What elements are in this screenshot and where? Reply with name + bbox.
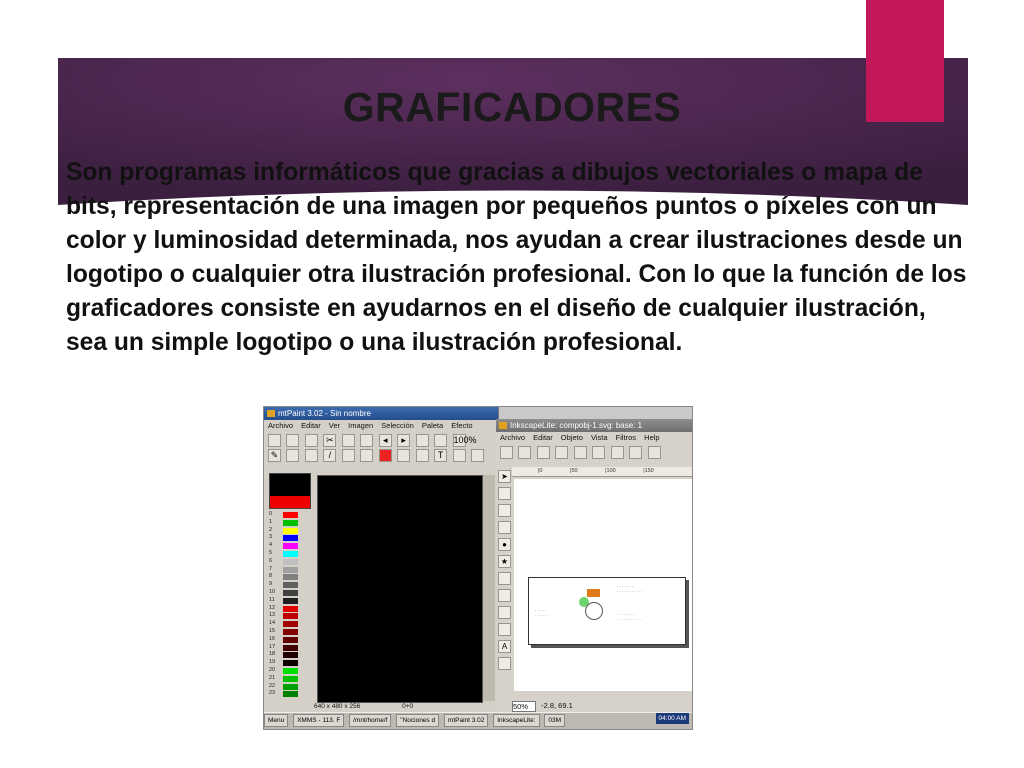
palette-color[interactable] — [283, 528, 298, 534]
mtpaint-window[interactable] — [264, 407, 499, 713]
palette-row[interactable] — [269, 597, 313, 605]
palette-index: 21 — [269, 674, 276, 681]
palette-index: 6 — [269, 557, 273, 564]
palette-index: 4 — [269, 542, 273, 549]
palette-index: 15 — [269, 627, 276, 634]
palette-index: 22 — [269, 682, 276, 689]
palette-index: 10 — [269, 588, 276, 595]
palette-color[interactable] — [283, 676, 298, 682]
node-tool-icon[interactable] — [498, 487, 511, 500]
palette-color[interactable] — [283, 668, 298, 674]
palette-row[interactable] — [269, 542, 313, 550]
menu-item[interactable]: Selección — [381, 421, 414, 430]
mtpaint-toolbar-2 — [264, 447, 498, 462]
secondary-color — [270, 496, 310, 508]
palette-index: 9 — [269, 581, 273, 588]
annotation-text: · · · · · · · · · · · — [535, 608, 549, 618]
rectangle-tool-icon[interactable] — [498, 521, 511, 534]
menu-item[interactable]: Filtros — [615, 433, 637, 442]
dropper-tool-icon[interactable] — [498, 657, 511, 670]
freehand-tool-icon[interactable] — [498, 589, 511, 602]
zoom-3-icon[interactable] — [648, 446, 661, 459]
palette-index: 23 — [269, 690, 276, 697]
shape-icon[interactable] — [453, 449, 466, 462]
gradient-icon[interactable] — [471, 449, 484, 462]
palette-color[interactable] — [283, 660, 298, 666]
zoom-field[interactable]: 50% — [512, 701, 536, 712]
app-icon — [267, 410, 275, 417]
taskbar-item[interactable]: /mnt/home/f — [349, 714, 391, 727]
palette-row[interactable] — [269, 683, 313, 691]
mtpaint-scrollbar[interactable] — [483, 475, 495, 701]
paste-icon[interactable] — [360, 434, 373, 447]
palette-row[interactable] — [269, 566, 313, 574]
loop-path[interactable] — [585, 602, 603, 620]
taskbar-item[interactable]: "Nociones d — [396, 714, 439, 727]
cut-icon[interactable]: ✂ — [323, 434, 336, 447]
palette-index: 1 — [269, 518, 273, 525]
taskbar-item[interactable]: 03M — [544, 714, 565, 727]
palette-index: 12 — [269, 604, 276, 611]
taskbar-item[interactable]: mtPaint 3.02 — [444, 714, 489, 727]
palette-index: 17 — [269, 643, 276, 650]
taskbar-menu-button[interactable]: Menu — [264, 714, 288, 727]
zoom-2-icon[interactable] — [629, 446, 642, 459]
inkscape-canvas[interactable] — [514, 479, 692, 691]
palette-color[interactable] — [283, 637, 298, 643]
taskbar — [264, 712, 692, 729]
palette-color[interactable] — [283, 535, 298, 541]
horizontal-ruler — [512, 467, 692, 477]
menu-item[interactable]: Imagen — [348, 421, 374, 430]
pencil-icon[interactable]: ✎ — [268, 449, 281, 462]
palette-index: 18 — [269, 651, 276, 658]
inkscape-titlebar[interactable] — [496, 419, 692, 432]
palette-color[interactable] — [283, 606, 298, 612]
palette-index: 20 — [269, 666, 276, 673]
inkscape-window[interactable] — [496, 419, 692, 713]
inkscape-toolbox — [496, 467, 512, 695]
brush-icon[interactable] — [342, 449, 355, 462]
palette-index: 3 — [269, 534, 273, 541]
palette-color[interactable] — [283, 652, 298, 658]
inkscape-title: InkscapeLite: compobj-1.svg: base: 1 — [510, 421, 643, 430]
menu-item[interactable]: Help — [644, 433, 660, 442]
selector-arrow-icon[interactable]: ➤ — [498, 470, 511, 483]
palette-color[interactable] — [283, 574, 298, 580]
menu-item[interactable]: Vista — [591, 433, 608, 442]
palette-index: 8 — [269, 573, 273, 580]
palette-row[interactable] — [269, 534, 313, 542]
palette-color[interactable] — [283, 543, 298, 549]
redo-icon[interactable]: ▸ — [397, 434, 410, 447]
inkscape-toolbar — [496, 444, 692, 459]
spiral-tool-icon[interactable] — [498, 572, 511, 585]
palette-row[interactable] — [269, 667, 313, 675]
screenshot-collage — [263, 406, 693, 730]
palette-color[interactable] — [283, 613, 298, 619]
palette-color[interactable] — [283, 684, 298, 690]
taskbar-item[interactable]: XMMS - 113. F — [293, 714, 344, 727]
palette-color[interactable] — [283, 582, 298, 588]
taskbar-clock: 04:00 AM — [656, 713, 689, 724]
palette-row[interactable] — [269, 620, 313, 628]
palette-index: 13 — [269, 612, 276, 619]
line-icon[interactable]: / — [323, 449, 336, 462]
app-icon — [499, 422, 507, 429]
menu-item[interactable]: Archivo — [500, 433, 526, 442]
menu-item[interactable]: Ver — [328, 421, 341, 430]
palette-row[interactable] — [269, 644, 313, 652]
palette-color[interactable] — [283, 691, 298, 697]
zoom-field[interactable]: 100% — [453, 435, 477, 445]
menu-item[interactable]: Efecto — [451, 421, 473, 430]
inkscape-menubar — [496, 432, 692, 444]
palette-row[interactable] — [269, 628, 313, 636]
palette-color[interactable] — [283, 512, 298, 518]
fill-icon[interactable] — [305, 449, 318, 462]
transform-icon[interactable] — [416, 434, 429, 447]
palette-row[interactable] — [269, 519, 313, 527]
lasso-icon[interactable] — [397, 449, 410, 462]
palette-color[interactable] — [283, 551, 298, 557]
ruler-mark: |150 — [643, 468, 654, 474]
palette-color[interactable] — [283, 645, 298, 651]
zoom-in-icon[interactable] — [500, 446, 513, 459]
mtpaint-menubar — [264, 420, 498, 432]
new-file-icon[interactable] — [268, 434, 281, 447]
ruler-mark: |100 — [605, 468, 616, 474]
cursor-coords: 0+0 — [402, 703, 414, 710]
palette-row[interactable] — [269, 605, 313, 613]
zoom-page-icon[interactable] — [555, 446, 568, 459]
bezier-tool-icon[interactable] — [498, 606, 511, 619]
palette-row[interactable] — [269, 589, 313, 597]
annotation-text: · · · · · · · · · · · · · · · · · — [619, 612, 643, 622]
palette-row[interactable] — [269, 527, 313, 535]
menu-item[interactable]: Editar — [533, 433, 553, 442]
mtpaint-title: mtPaint 3.02 - Sin nombre — [278, 409, 371, 418]
palette-color[interactable] — [283, 629, 298, 635]
palette — [269, 511, 313, 698]
zoom-fit-icon[interactable] — [537, 446, 550, 459]
mtpaint-titlebar[interactable] — [264, 407, 498, 420]
palette-index: 16 — [269, 635, 276, 642]
mtpaint-canvas[interactable] — [317, 475, 483, 703]
annotation-text: · · · · · · · · · · · · · · · · · · · — [617, 584, 643, 594]
palette-row[interactable] — [269, 675, 313, 683]
palette-color[interactable] — [283, 598, 298, 604]
menu-item[interactable]: Archivo — [268, 421, 294, 430]
palette-row[interactable] — [269, 511, 313, 519]
star-tool-icon[interactable]: ★ — [498, 555, 511, 568]
save-icon[interactable] — [305, 434, 318, 447]
ruler-mark: |0 — [538, 468, 543, 474]
palette-index: 0 — [269, 511, 273, 517]
ellipse-tool-icon[interactable]: ● — [498, 538, 511, 551]
open-folder-icon[interactable] — [286, 434, 299, 447]
palette-row[interactable] — [269, 558, 313, 566]
palette-row[interactable] — [269, 651, 313, 659]
palette-row[interactable] — [269, 659, 313, 667]
zoom-tool-icon[interactable] — [498, 504, 511, 517]
palette-row[interactable] — [269, 581, 313, 589]
undo-icon[interactable]: ◂ — [379, 434, 392, 447]
selection-icon[interactable] — [286, 449, 299, 462]
palette-row[interactable] — [269, 690, 313, 698]
palette-color[interactable] — [283, 567, 298, 573]
palette-index: 2 — [269, 526, 273, 533]
mtpaint-toolbar-1 — [264, 432, 498, 447]
orange-rect[interactable] — [587, 589, 600, 597]
taskbar-item[interactable]: InkscapeLite: — [493, 714, 539, 727]
palette-index: 5 — [269, 549, 273, 556]
rect-select-icon[interactable] — [379, 449, 392, 462]
palette-row[interactable] — [269, 636, 313, 644]
text-tool-icon[interactable]: A — [498, 640, 511, 653]
palette-index: 11 — [269, 596, 275, 603]
palette-index: 7 — [269, 565, 273, 572]
color-swatch[interactable] — [269, 473, 311, 509]
palette-index: 19 — [269, 659, 276, 666]
palette-color[interactable] — [283, 559, 298, 565]
zoom-drawing-icon[interactable] — [574, 446, 587, 459]
palette-color[interactable] — [283, 520, 298, 526]
zoom-icon[interactable] — [434, 434, 447, 447]
inkscape-statusbar — [496, 699, 692, 713]
cursor-coords: -2.8, 69.1 — [541, 701, 573, 710]
palette-row[interactable] — [269, 550, 313, 558]
slide-title: GRAFICADORES — [342, 84, 682, 130]
menu-item[interactable]: Editar — [301, 421, 321, 430]
menu-item[interactable]: Objeto — [560, 433, 583, 442]
clone-icon[interactable] — [416, 449, 429, 462]
image-size: 640 x 480 x 256 — [314, 703, 361, 710]
eraser-icon[interactable] — [360, 449, 373, 462]
palette-color[interactable] — [283, 621, 298, 627]
palette-index: 14 — [269, 620, 276, 627]
text-tool-icon[interactable]: T — [434, 449, 447, 462]
palette-row[interactable] — [269, 573, 313, 581]
svg-drawing[interactable] — [528, 577, 686, 645]
menu-item[interactable]: Paleta — [421, 421, 444, 430]
palette-row[interactable] — [269, 612, 313, 620]
zoom-out-icon[interactable] — [518, 446, 531, 459]
slide-body-text: Son programas informáticos que gracias a dibujos vectoriales o mapa de bits, representación de una imagen por pequeños puntos o píxeles con un color y luminosidad determinada, nos ayudan a crear ilustraciones desde un logotipo o cualquier otra ilustración profesional. Con lo que la función de los graficadores consiste en ayudarnos en el diseño de cualquier ilustración, sea un simple logotipo o una ilustración profesional. — [66, 159, 967, 356]
zoom-1-icon[interactable] — [611, 446, 624, 459]
palette-color[interactable] — [283, 590, 298, 596]
copy-icon[interactable] — [342, 434, 355, 447]
ruler-mark: |50 — [570, 468, 578, 474]
calligraphy-tool-icon[interactable] — [498, 623, 511, 636]
zoom-selection-icon[interactable] — [592, 446, 605, 459]
